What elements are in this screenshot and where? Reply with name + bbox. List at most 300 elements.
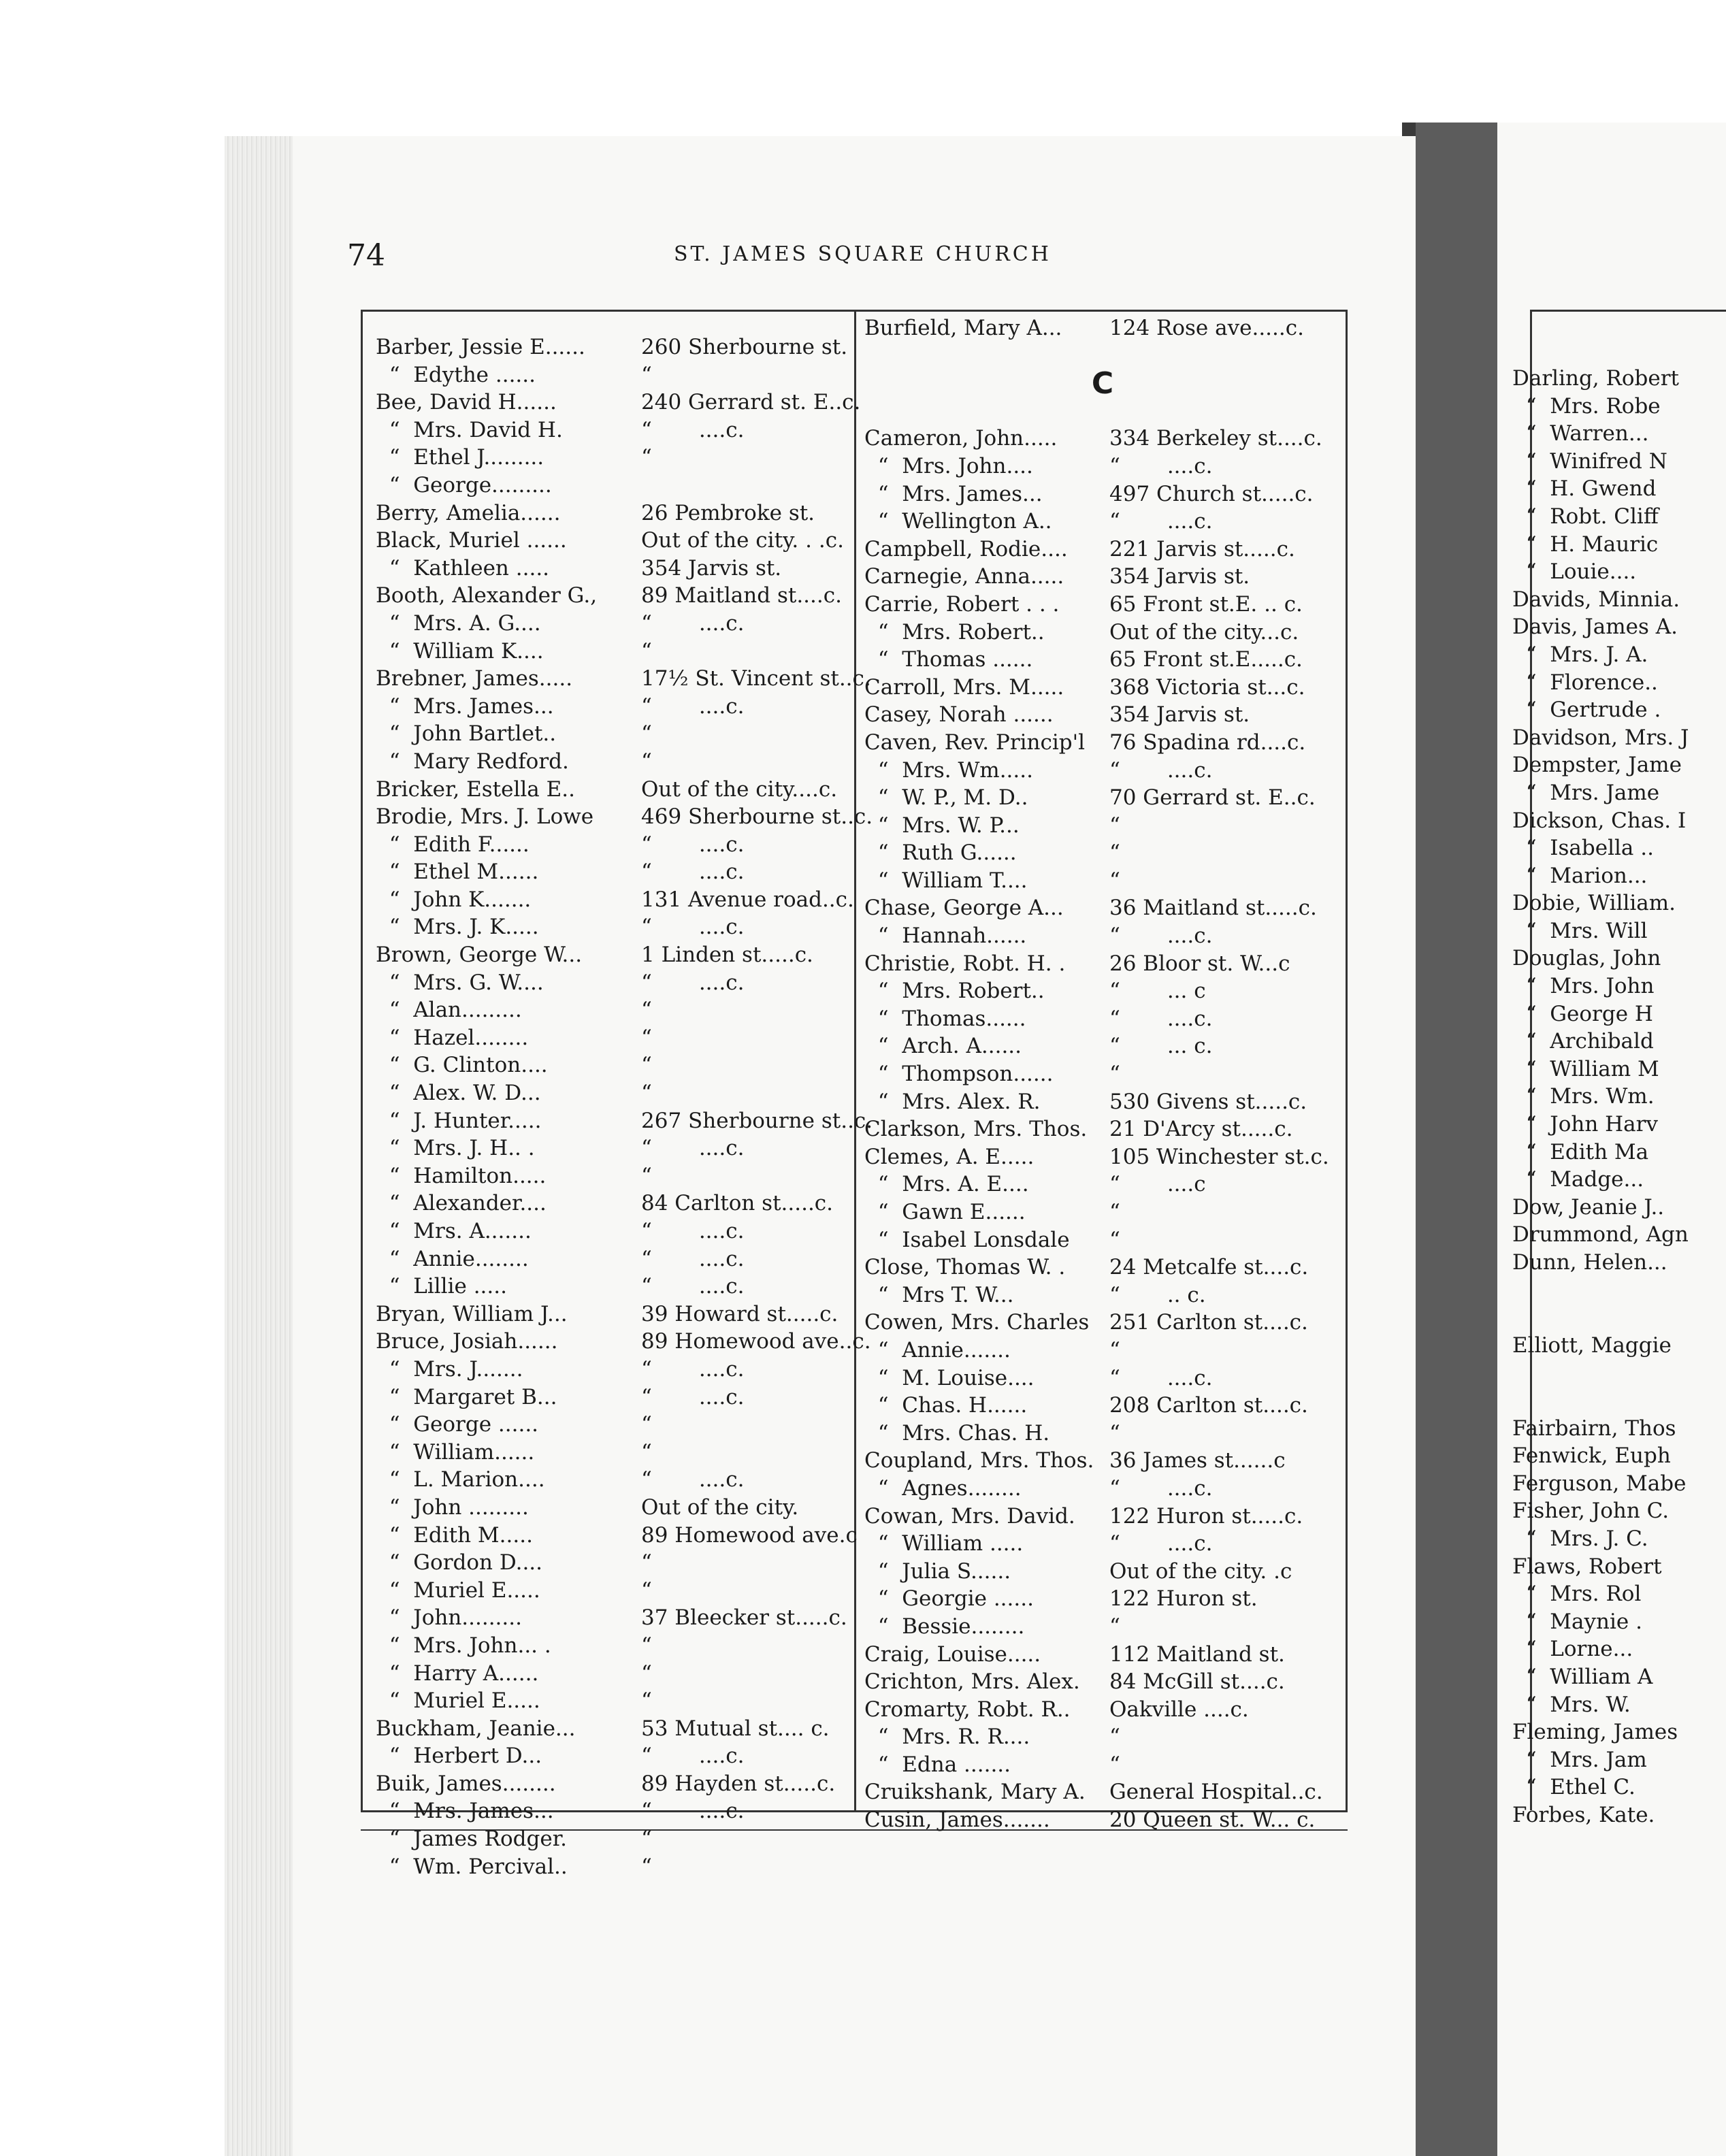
entry-address: Out of the city....c. xyxy=(641,777,838,802)
entry-address: 17½ St. Vincent st..c. xyxy=(641,666,871,691)
frame-left-rule xyxy=(361,310,363,1810)
entry-name: “ Edith F...... xyxy=(376,832,530,857)
right-page-entry: “ Maynie . xyxy=(1512,1609,1642,1634)
right-page-entry: Fenwick, Euph xyxy=(1512,1443,1671,1469)
entry-address: Out of the city. . .c. xyxy=(641,528,844,553)
right-page-entry: “ Mrs. J. C. xyxy=(1512,1526,1648,1551)
entry-address: “ xyxy=(1109,813,1120,838)
entry-address: “ xyxy=(641,445,652,470)
directory-entry xyxy=(864,453,1341,480)
directory-entry xyxy=(864,867,1341,895)
entry-address: “ xyxy=(641,638,652,664)
right-page-entry: “ Isabella .. xyxy=(1512,836,1654,861)
entry-name: “ Mrs. Robert.. xyxy=(864,979,1045,1004)
entry-address: 112 Maitland st. xyxy=(1109,1642,1285,1667)
entry-name: “ Mrs. James... xyxy=(864,481,1043,506)
entry-name: “ Isabel Lonsdale xyxy=(864,1227,1070,1252)
entry-address: “ ....c. xyxy=(641,610,745,636)
directory-entry xyxy=(376,913,845,941)
right-page-entry: “ George H xyxy=(1512,1001,1653,1026)
entry-address: Oakville ....c. xyxy=(1109,1697,1249,1722)
entry-address: “ ....c. xyxy=(641,417,745,442)
right-page-entry: Douglas, John xyxy=(1512,946,1661,971)
directory-entry xyxy=(376,693,845,721)
entry-name: “ Alexander.... xyxy=(376,1191,547,1216)
entry-address: “ ....c. xyxy=(641,1384,745,1409)
entry-address: “ ....c. xyxy=(641,1274,745,1299)
directory-entry xyxy=(376,1356,845,1384)
entry-address: 1 Linden st.....c. xyxy=(641,943,813,968)
directory-entry xyxy=(864,812,1341,840)
directory-entry xyxy=(376,1301,845,1328)
entry-address: Out of the city. xyxy=(641,1494,799,1520)
right-page-entry: “ Robt. Cliff xyxy=(1512,504,1659,529)
entry-address: “ xyxy=(641,362,652,387)
directory-entry xyxy=(864,1392,1341,1420)
right-page-entry: “ Mrs. Wm. xyxy=(1512,1084,1655,1109)
entry-address: “ xyxy=(641,1081,652,1106)
entry-name: “ Edith M..... xyxy=(376,1522,533,1548)
directory-entry xyxy=(864,701,1341,729)
entry-name: “ Bessie........ xyxy=(864,1614,1025,1639)
directory-entry xyxy=(376,1439,845,1467)
entry-address: “ xyxy=(641,1578,652,1603)
entry-address: 469 Sherbourne st..c. xyxy=(641,804,873,830)
middle-column-directory xyxy=(864,314,1341,1834)
entry-address: 84 McGill st....c. xyxy=(1109,1669,1285,1695)
directory-entry xyxy=(864,1337,1341,1365)
entry-address: General Hospital..c. xyxy=(1109,1780,1323,1805)
entry-address: 65 Front st.E. .. c. xyxy=(1109,591,1303,617)
entry-name: Cowen, Mrs. Charles xyxy=(864,1310,1090,1335)
entry-name: “ Herbert D... xyxy=(376,1744,542,1769)
entry-name: “ Hamilton..... xyxy=(376,1163,547,1188)
right-page-top-rule xyxy=(1530,310,1726,312)
entry-address: “ ....c. xyxy=(1109,509,1213,534)
directory-entry xyxy=(376,444,845,472)
directory-entry xyxy=(376,555,845,583)
right-page-entry: “ Mrs. Rol xyxy=(1512,1582,1642,1607)
right-page-entry: “ Winifred N xyxy=(1512,448,1667,474)
entry-name: “ Edythe ...... xyxy=(376,362,536,387)
directory-entry xyxy=(864,1198,1341,1226)
entry-address: “ ....c. xyxy=(1109,757,1213,783)
right-page-entry: “ William M xyxy=(1512,1056,1659,1081)
directory-entry xyxy=(864,1751,1341,1779)
directory-entry xyxy=(864,1558,1341,1586)
right-page-entry: “ H. Gwend xyxy=(1512,476,1657,502)
entry-name: Craig, Louise..... xyxy=(864,1642,1041,1667)
directory-entry xyxy=(376,720,845,748)
right-page-entry: Darling, Robert xyxy=(1512,366,1679,391)
entry-address: “ xyxy=(1109,1337,1120,1362)
directory-entry xyxy=(376,1245,845,1273)
directory-entry xyxy=(376,1494,845,1522)
entry-address: 122 Huron st.....c. xyxy=(1109,1503,1303,1529)
right-page-entry: “ Madge... xyxy=(1512,1167,1644,1192)
directory-entry xyxy=(376,858,845,886)
entry-address: 221 Jarvis st.....c. xyxy=(1109,536,1295,561)
right-page-entry: Fisher, John C. xyxy=(1512,1499,1670,1524)
entry-address: “ xyxy=(1109,1752,1120,1777)
directory-entry xyxy=(376,1853,845,1881)
entry-name: Brebner, James..... xyxy=(376,666,573,691)
entry-address: “ ....c. xyxy=(1109,1475,1213,1501)
entry-address: “ xyxy=(1109,1200,1120,1225)
entry-address: “ ... c xyxy=(1109,979,1206,1004)
entry-address: “ xyxy=(1109,1420,1120,1446)
entry-name: “ Ethel M...... xyxy=(376,860,539,885)
entry-address: “ xyxy=(1109,1614,1120,1639)
directory-entry xyxy=(864,536,1341,564)
entry-name: “ William T.... xyxy=(864,868,1028,893)
entry-name: “ Muriel E..... xyxy=(376,1578,540,1603)
entry-address: 84 Carlton st.....c. xyxy=(641,1191,834,1216)
entry-name: “ G. Clinton.... xyxy=(376,1053,548,1078)
entry-address: 89 Maitland st....c. xyxy=(641,583,842,608)
entry-name: “ Mrs. John... . xyxy=(376,1633,551,1658)
entry-address: Out of the city...c. xyxy=(1109,619,1299,644)
column-divider-rule xyxy=(854,310,856,1810)
directory-entry xyxy=(864,1226,1341,1254)
directory-entry xyxy=(376,748,845,776)
entry-address: “ ....c. xyxy=(1109,1365,1213,1390)
entry-address: 105 Winchester st.c. xyxy=(1109,1144,1329,1169)
entry-name: Caven, Rev. Princip'l xyxy=(864,730,1086,755)
directory-entry xyxy=(376,389,861,416)
entry-name: “ Margaret B... xyxy=(376,1384,557,1409)
directory-entry xyxy=(864,1309,1341,1337)
right-page-entry: Dow, Jeanie J.. xyxy=(1512,1194,1665,1220)
entry-address: “ ....c. xyxy=(641,832,745,857)
right-page-entry: “ Warren... xyxy=(1512,421,1649,446)
directory-entry xyxy=(864,839,1341,867)
directory-entry xyxy=(376,1328,871,1356)
right-page-entry: “ Lorne... xyxy=(1512,1637,1633,1662)
entry-name: “ Mrs. J. K..... xyxy=(376,915,539,940)
entry-address: 368 Victoria st...c. xyxy=(1109,674,1305,700)
entry-name: “ Georgie ...... xyxy=(864,1586,1034,1612)
directory-entry xyxy=(864,1088,1341,1116)
entry-name: “ Lillie ..... xyxy=(376,1274,507,1299)
right-page-entry: “ Mrs. J. A. xyxy=(1512,642,1648,667)
entry-name: “ Mrs. W. P... xyxy=(864,813,1020,838)
entry-name: “ Mrs. A. G.... xyxy=(376,610,541,636)
entry-address: 53 Mutual st.... c. xyxy=(641,1716,830,1741)
directory-entry xyxy=(376,886,854,914)
directory-entry xyxy=(376,1466,845,1494)
entry-address: 39 Howard st.....c. xyxy=(641,1301,838,1326)
entry-address: 240 Gerrard st. E..c. xyxy=(641,390,861,415)
directory-entry xyxy=(376,1522,858,1550)
directory-entry xyxy=(864,1723,1341,1751)
directory-entry xyxy=(864,784,1341,812)
entry-address: 497 Church st.....c. xyxy=(1109,481,1314,506)
entry-name: Barber, Jessie E...... xyxy=(376,335,585,359)
right-page-entry: Dunn, Helen... xyxy=(1512,1250,1667,1275)
entry-address: “ ....c. xyxy=(1109,1006,1213,1031)
entry-address: Out of the city. .c xyxy=(1109,1558,1292,1584)
book-gutter xyxy=(1416,122,1497,2156)
right-page-entry: “ Marion... xyxy=(1512,863,1648,888)
right-page-entry xyxy=(1512,1277,1726,1305)
directory-entry xyxy=(864,674,1341,702)
directory-entry xyxy=(376,831,845,859)
entry-address: 36 Maitland st.....c. xyxy=(1109,896,1317,921)
right-page-entry: “ Archibald xyxy=(1512,1029,1654,1054)
directory-entry xyxy=(864,1365,1341,1392)
right-page-entry: “ Ethel C. xyxy=(1512,1775,1635,1800)
entry-name: Bryan, William J... xyxy=(376,1301,568,1326)
entry-name: “ W. P., M. D.. xyxy=(864,785,1028,811)
entry-name: “ Mrs. A....... xyxy=(376,1219,532,1243)
entry-address: “ xyxy=(1109,1725,1120,1750)
right-page-entry: Ferguson, Mabe xyxy=(1512,1471,1687,1496)
entry-address: 131 Avenue road..c. xyxy=(641,887,854,912)
directory-entry xyxy=(864,894,1341,922)
right-page-entry: Elliott, Maggie xyxy=(1512,1333,1672,1358)
directory-entry xyxy=(376,333,848,361)
entry-name: Cusin, James....... xyxy=(864,1808,1050,1833)
entry-name: “ Mrs. Robert.. xyxy=(864,619,1045,644)
entry-address: “ ....c xyxy=(1109,1172,1206,1197)
directory-entry xyxy=(864,757,1341,785)
directory-entry xyxy=(376,472,845,500)
entry-address: “ ....c. xyxy=(641,1799,745,1824)
entry-address: 122 Huron st. xyxy=(1109,1586,1258,1612)
entry-address: 354 Jarvis st. xyxy=(1109,564,1250,589)
directory-entry xyxy=(864,1806,1341,1834)
entry-name: “ John ......... xyxy=(376,1494,529,1520)
entry-address: 76 Spadina rd....c. xyxy=(1109,730,1306,755)
entry-address: 37 Bleecker st.....c. xyxy=(641,1605,847,1631)
entry-address: “ xyxy=(641,1661,652,1686)
entry-name: “ J. Hunter..... xyxy=(376,1108,542,1133)
entry-name: “ Annie........ xyxy=(376,1246,529,1271)
entry-address: “ .. c. xyxy=(1109,1282,1206,1307)
right-page-entry: “ William A xyxy=(1512,1664,1653,1689)
right-page-entry: “ Mrs. Robe xyxy=(1512,393,1661,419)
right-page-entry: “ Florence.. xyxy=(1512,670,1658,695)
directory-entry xyxy=(864,508,1341,536)
entry-address: 530 Givens st.....c. xyxy=(1109,1089,1307,1114)
entry-name: “ Harry A...... xyxy=(376,1661,539,1686)
directory-entry xyxy=(376,638,845,666)
entry-address: “ xyxy=(1109,868,1120,893)
entry-address: “ xyxy=(641,1163,652,1188)
directory-entry xyxy=(376,1825,845,1853)
entry-name: “ M. Louise.... xyxy=(864,1365,1035,1390)
entry-name: Brown, George W... xyxy=(376,943,583,968)
directory-entry xyxy=(376,1660,845,1688)
right-page-entry: Davidson, Mrs. J xyxy=(1512,725,1689,750)
entry-name: “ Arch. A...... xyxy=(864,1034,1022,1059)
directory-entry xyxy=(376,665,871,693)
entry-name: “ Gawn E...... xyxy=(864,1200,1026,1225)
entry-name: Clarkson, Mrs. Thos. xyxy=(864,1117,1088,1142)
entry-name: “ George ...... xyxy=(376,1412,539,1437)
entry-name: Carnegie, Anna..... xyxy=(864,564,1064,589)
directory-entry xyxy=(864,619,1341,647)
directory-entry xyxy=(864,591,1341,619)
entry-name: Buckham, Jeanie... xyxy=(376,1716,576,1741)
right-page-directory xyxy=(1512,365,1726,1829)
entry-name: Carroll, Mrs. M..... xyxy=(864,674,1064,700)
entry-name: “ L. Marion.... xyxy=(376,1467,545,1492)
entry-name: “ John K....... xyxy=(376,887,532,912)
page-edge-stack xyxy=(225,136,293,2156)
entry-name: “ William K.... xyxy=(376,638,544,664)
entry-name: Bruce, Josiah...... xyxy=(376,1329,558,1354)
running-head xyxy=(347,238,1368,279)
entry-address: 89 Homewood ave..c. xyxy=(641,1329,871,1354)
directory-entry xyxy=(864,1254,1341,1281)
entry-address: 26 Bloor st. W...c xyxy=(1109,951,1290,976)
directory-entry xyxy=(376,1190,845,1218)
entry-name: Burfield, Mary A... xyxy=(864,316,1062,340)
entry-address: “ ....c. xyxy=(1109,924,1213,949)
entry-name: “ Mrs. A. E.... xyxy=(864,1172,1029,1197)
right-page-entry: “ Mrs. Jam xyxy=(1512,1747,1647,1772)
directory-entry xyxy=(864,314,1341,342)
right-page-entry: Davids, Minnia. xyxy=(1512,587,1680,612)
entry-name: “ Mrs T. W... xyxy=(864,1282,1014,1307)
directory-entry xyxy=(376,1051,845,1079)
entry-name: “ Annie....... xyxy=(864,1337,1011,1362)
directory-entry xyxy=(376,582,845,610)
entry-name: Cameron, John..... xyxy=(864,426,1058,451)
directory-entry xyxy=(376,1218,845,1245)
directory-entry xyxy=(864,1447,1341,1475)
directory-entry xyxy=(376,1411,845,1439)
directory-entry xyxy=(376,1632,845,1660)
entry-address: “ ....c. xyxy=(641,915,745,940)
entry-name: Booth, Alexander G., xyxy=(376,583,598,608)
entry-name: Coupland, Mrs. Thos. xyxy=(864,1448,1094,1473)
entry-address: 251 Carlton st....c. xyxy=(1109,1310,1308,1335)
right-page-entry: “ John Harv xyxy=(1512,1112,1658,1137)
directory-entry xyxy=(376,1577,845,1605)
directory-entry xyxy=(376,1134,845,1162)
directory-entry xyxy=(376,1162,845,1190)
entry-name: “ Ruth G...... xyxy=(864,840,1017,866)
directory-entry xyxy=(376,527,845,555)
right-page-entry: Dickson, Chas. I xyxy=(1512,808,1687,833)
entry-address: “ xyxy=(1109,840,1120,866)
entry-address: “ xyxy=(641,749,652,774)
directory-entry xyxy=(376,1604,845,1632)
entry-name: “ Julia S...... xyxy=(864,1558,1011,1584)
directory-entry xyxy=(864,646,1341,674)
entry-name: Berry, Amelia...... xyxy=(376,500,561,525)
entry-address: 21 D'Arcy st.....c. xyxy=(1109,1117,1293,1142)
entry-address: “ ... c. xyxy=(1109,1034,1213,1059)
directory-entry xyxy=(864,1115,1341,1143)
directory-entry xyxy=(864,1060,1341,1088)
directory-entry xyxy=(864,1696,1341,1724)
entry-address: “ xyxy=(641,998,652,1023)
directory-entry xyxy=(376,1715,845,1743)
entry-name: Brodie, Mrs. J. Lowe xyxy=(376,804,594,830)
entry-address: 354 Jarvis st. xyxy=(641,555,782,581)
entry-name: “ George......... xyxy=(376,472,552,497)
entry-address: “ ....c. xyxy=(641,1467,745,1492)
right-page-entry: Fairbairn, Thos xyxy=(1512,1416,1676,1441)
directory-entry xyxy=(864,1143,1341,1171)
entry-name: “ Mary Redford. xyxy=(376,749,569,774)
directory-entry xyxy=(376,1273,845,1301)
directory-entry xyxy=(864,1530,1341,1558)
entry-name: Campbell, Rodie.... xyxy=(864,536,1068,561)
right-page-entry: “ Edith Ma xyxy=(1512,1139,1649,1164)
entry-name: Carrie, Robert . . . xyxy=(864,591,1060,617)
entry-address: 267 Sherbourne st..c. xyxy=(641,1108,873,1133)
entry-address: “ xyxy=(641,721,652,747)
entry-name: “ Hazel........ xyxy=(376,1025,529,1050)
directory-entry xyxy=(376,1107,873,1135)
entry-name: “ Alan......... xyxy=(376,998,522,1023)
directory-entry xyxy=(376,416,845,444)
entry-name: “ Mrs. Chas. H. xyxy=(864,1420,1050,1446)
entry-address: 89 Hayden st.....c. xyxy=(641,1771,836,1796)
directory-entry xyxy=(376,500,845,527)
entry-name: “ Mrs. R. R.... xyxy=(864,1725,1030,1750)
directory-entry xyxy=(376,1687,845,1715)
entry-address: “ ....c. xyxy=(641,693,745,719)
entry-address: “ xyxy=(1109,1062,1120,1087)
entry-address: 334 Berkeley st....c. xyxy=(1109,426,1322,451)
left-column-directory xyxy=(376,333,873,1880)
entry-address: “ xyxy=(641,1439,652,1465)
right-page-entry: Davis, James A. xyxy=(1512,615,1678,640)
directory-entry xyxy=(376,361,845,389)
entry-name: “ Thomas...... xyxy=(864,1006,1026,1031)
entry-address: 354 Jarvis st. xyxy=(1109,702,1250,728)
entry-address: 89 Homewood ave.c xyxy=(641,1522,858,1548)
directory-entry xyxy=(864,729,1341,757)
directory-entry xyxy=(864,1420,1341,1448)
entry-address: 70 Gerrard st. E..c. xyxy=(1109,785,1316,811)
entry-name: Cowan, Mrs. David. xyxy=(864,1503,1075,1529)
right-page-entry: “ Gertrude . xyxy=(1512,698,1661,723)
entry-address: “ xyxy=(641,1550,652,1575)
entry-name: “ Ethel J......... xyxy=(376,445,544,470)
entry-address: “ xyxy=(641,1633,652,1658)
entry-address: “ ....c. xyxy=(1109,1531,1213,1556)
right-page-entry: “ Mrs. Will xyxy=(1512,918,1648,943)
entry-name: “ Gordon D.... xyxy=(376,1550,543,1575)
directory-entry xyxy=(864,1613,1341,1641)
directory-entry xyxy=(864,922,1341,950)
directory-entry xyxy=(864,480,1341,508)
page-title: ST. JAMES SQUARE CHURCH xyxy=(674,242,1052,266)
entry-address: 208 Carlton st....c. xyxy=(1109,1393,1308,1418)
entry-address: 36 James st......c xyxy=(1109,1448,1286,1473)
entry-name: “ Mrs. John.... xyxy=(864,453,1033,478)
directory-entry xyxy=(864,977,1341,1005)
entry-address: “ ....c. xyxy=(1109,453,1213,478)
right-page-entry: “ H. Mauric xyxy=(1512,532,1659,557)
entry-address: “ ....c. xyxy=(641,1219,745,1243)
directory-entry xyxy=(864,1641,1341,1669)
directory-entry xyxy=(864,1778,1341,1806)
right-page-entry: Dobie, William. xyxy=(1512,891,1676,916)
entry-name: Clemes, A. E..... xyxy=(864,1144,1035,1169)
entry-name: “ Mrs. David H. xyxy=(376,417,563,442)
directory-entry xyxy=(864,563,1341,591)
entry-name: “ Agnes........ xyxy=(864,1475,1022,1501)
directory-entry xyxy=(864,950,1341,978)
